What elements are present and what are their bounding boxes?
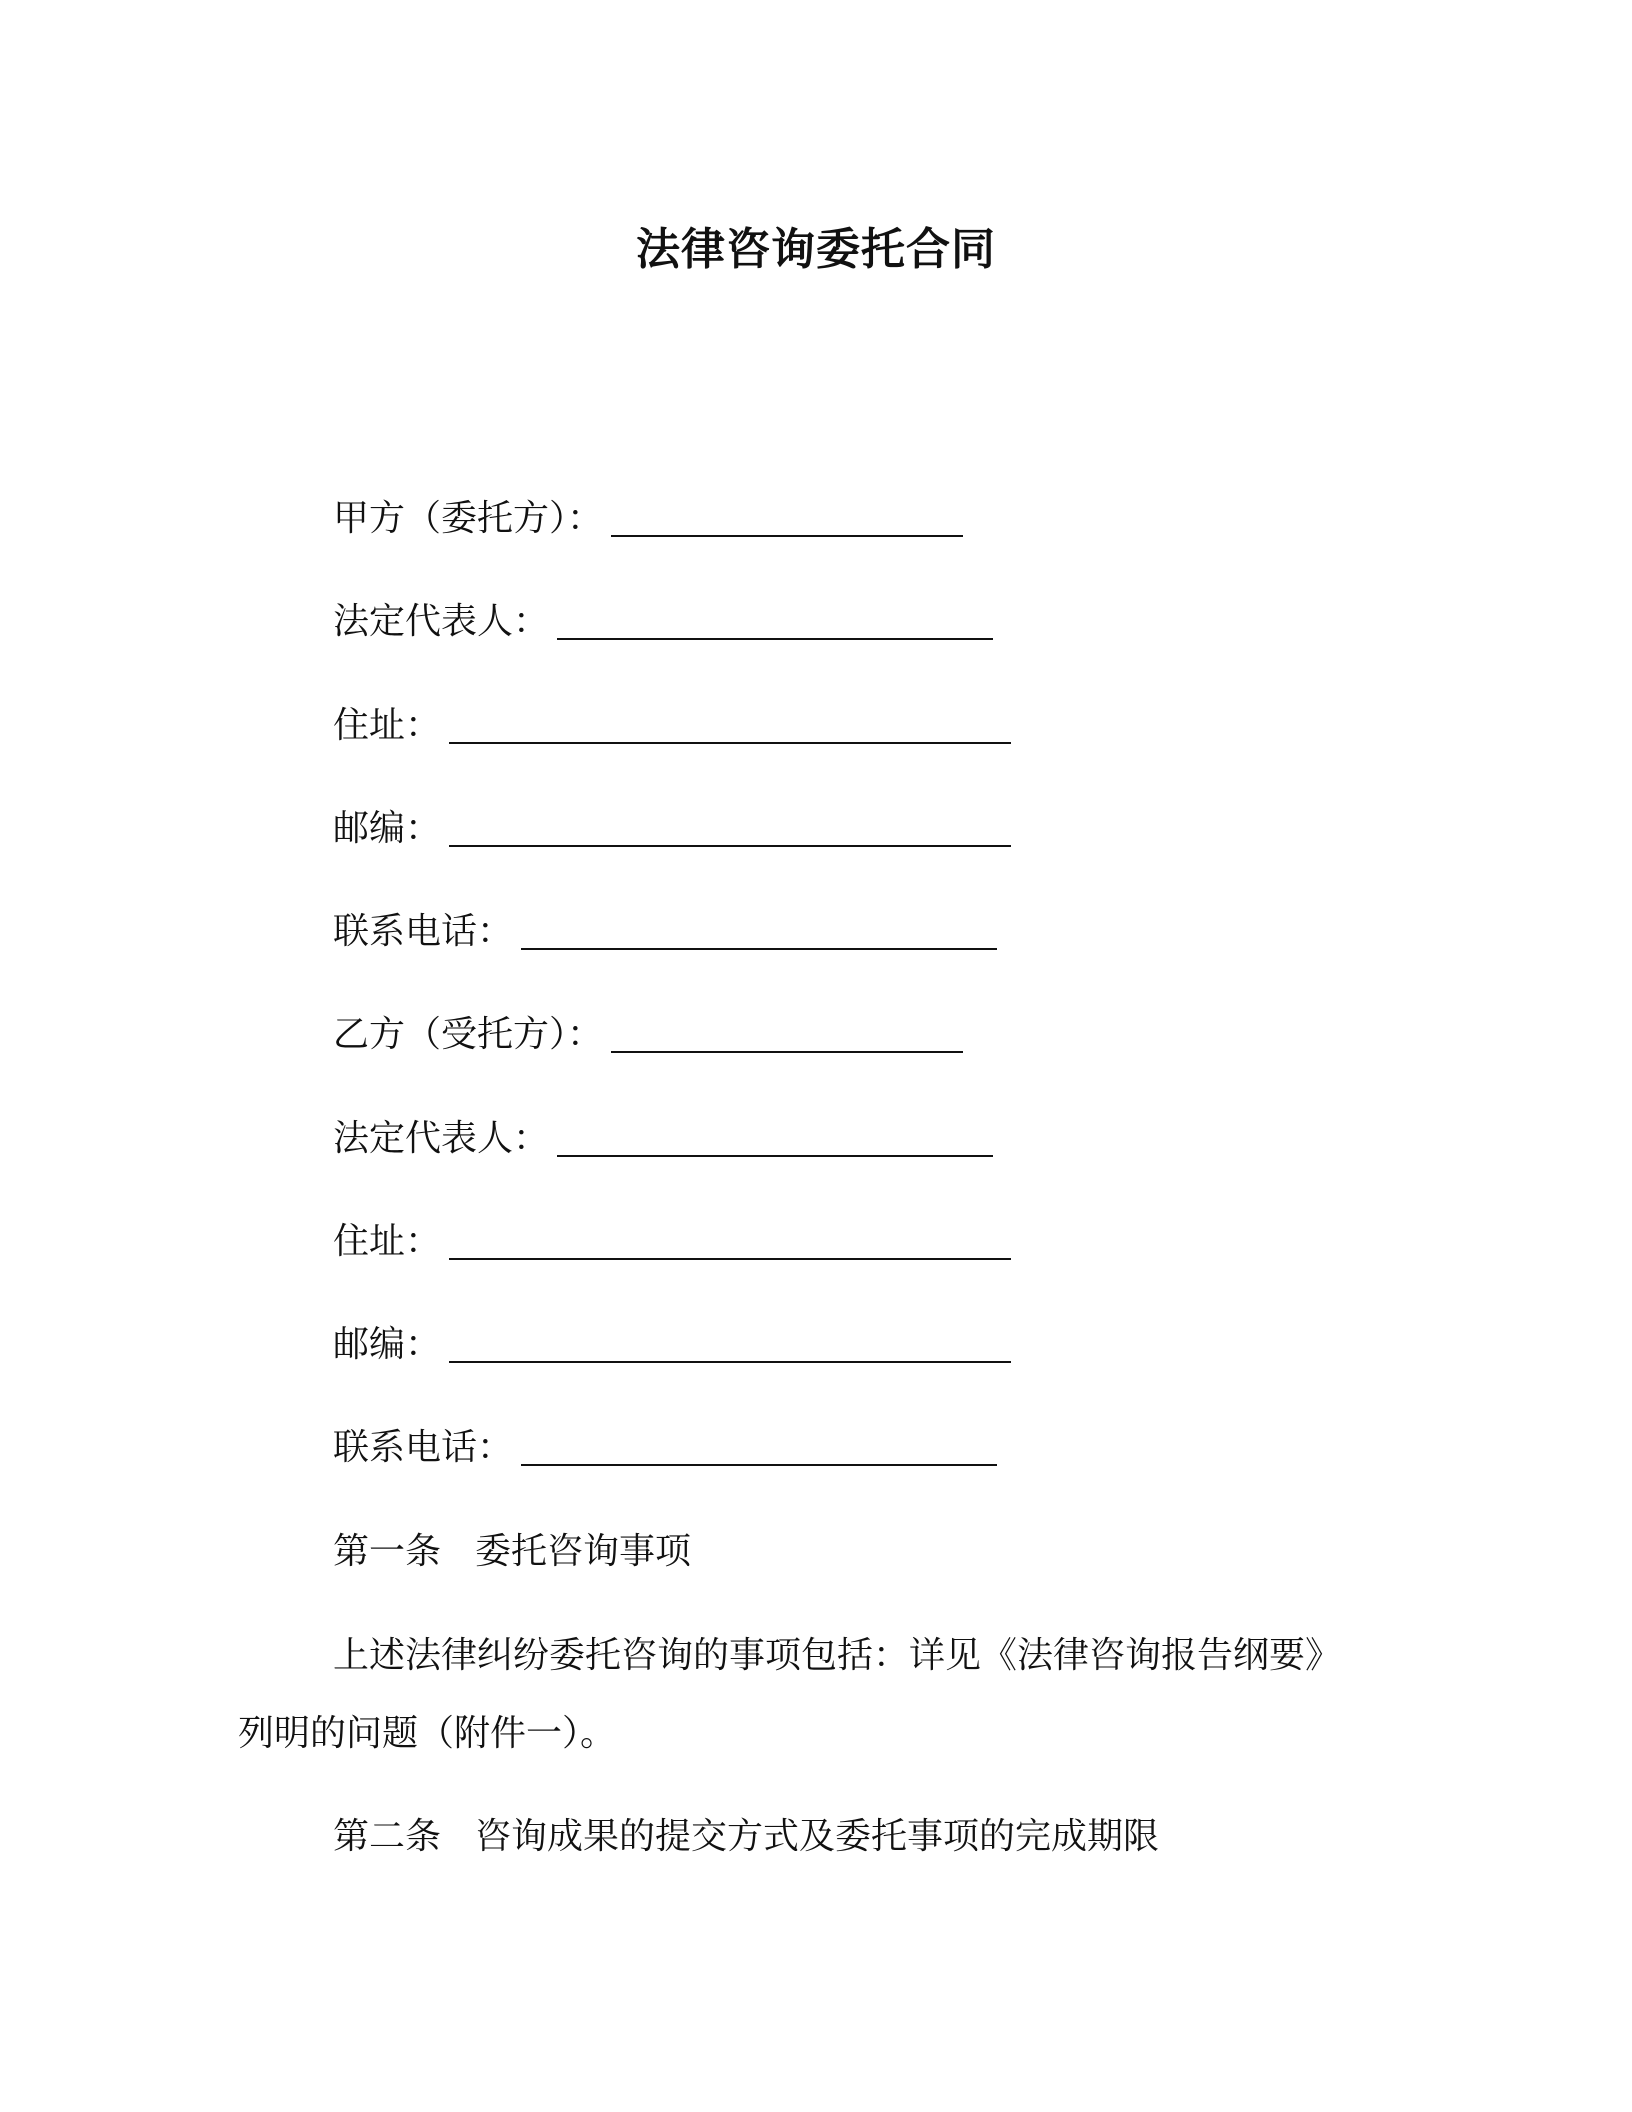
article-1-body: 上述法律纠纷委托咨询的事项包括：详见《法律咨询报告纲要》列明的问题（附件一）。 (238, 1635, 1342, 1754)
party-a-address-label: 住址： (333, 705, 442, 746)
party-a-rep-field (333, 598, 993, 646)
party-a-phone-label: 联系电话： (333, 911, 514, 952)
article-1-heading (333, 1528, 691, 1576)
party-a-postcode-field (333, 805, 1011, 853)
party-b-rep-label: 法定代表人： (333, 1118, 550, 1159)
party-a-phone-field (333, 908, 997, 956)
party-b-rep-field (333, 1115, 993, 1163)
party-b-phone-label: 联系电话： (333, 1427, 514, 1468)
article-1-number: 第一条 (333, 1531, 442, 1572)
party-b-address-label: 住址： (333, 1221, 442, 1262)
party-a-name-field (333, 495, 963, 543)
party-a-postcode-blank[interactable] (449, 813, 1011, 847)
party-b-address-blank[interactable] (449, 1226, 1011, 1260)
party-a-rep-label: 法定代表人： (333, 601, 550, 642)
article-2-heading (333, 1813, 1159, 1861)
party-b-name-field (333, 1011, 963, 1059)
party-b-name-blank[interactable] (611, 1019, 963, 1053)
party-a-rep-blank[interactable] (557, 606, 993, 640)
party-a-name-blank[interactable] (611, 503, 963, 537)
party-a-postcode-label: 邮编： (333, 808, 442, 849)
party-a-phone-blank[interactable] (521, 916, 997, 950)
party-a-address-field (333, 702, 1011, 750)
party-b-postcode-label: 邮编： (333, 1324, 442, 1365)
party-b-postcode-blank[interactable] (449, 1329, 1011, 1363)
document-title: 法律咨询委托合同 (636, 224, 996, 275)
article-2-title: 咨询成果的提交方式及委托事项的完成期限 (475, 1816, 1160, 1857)
party-b-name-label: 乙方（受托方）： (333, 1014, 604, 1055)
party-b-postcode-field (333, 1321, 1011, 1369)
article-2-number: 第二条 (333, 1816, 442, 1857)
article-1-title: 委托咨询事项 (475, 1531, 692, 1572)
party-a-address-blank[interactable] (449, 710, 1011, 744)
party-b-phone-blank[interactable] (521, 1432, 997, 1466)
party-b-phone-field (333, 1424, 997, 1472)
party-b-rep-blank[interactable] (557, 1123, 993, 1157)
party-b-address-field (333, 1218, 1011, 1266)
party-a-name-label: 甲方（委托方）： (333, 498, 604, 539)
